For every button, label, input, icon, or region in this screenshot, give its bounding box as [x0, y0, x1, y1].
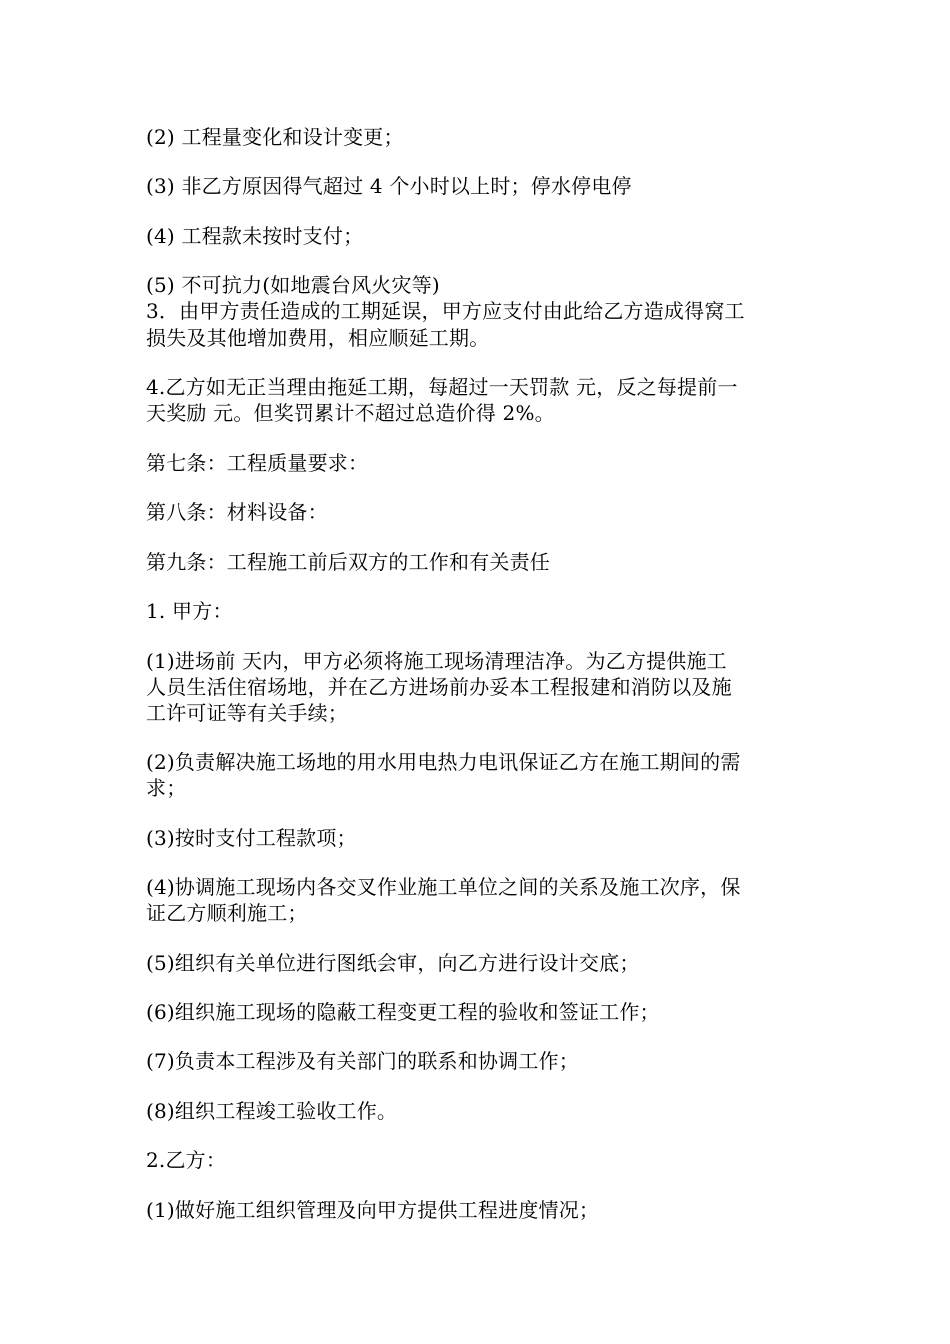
text-line: (4) 工程款未按时支付；	[146, 224, 364, 248]
text-line: 1. 甲方：	[146, 599, 233, 623]
text-line: 人员生活住宿场地，并在乙方进场前办妥本工程报建和消防以及施	[146, 675, 732, 699]
text-line: (4)协调施工现场内各交叉作业施工单位之间的关系及施工次序，保	[146, 875, 741, 899]
text-line: 3．由甲方责任造成的工期延误，甲方应支付由此给乙方造成得窝工	[146, 299, 745, 323]
text-line: (2) 工程量变化和设计变更；	[146, 125, 404, 149]
text-line: (2)负责解决施工场地的用水用电热力电讯保证乙方在施工期间的需	[146, 750, 741, 774]
text-line: (5)组织有关单位进行图纸会审，向乙方进行设计交底；	[146, 951, 640, 975]
text-line: (3)按时支付工程款项；	[146, 826, 357, 850]
section-heading: 第九条：工程施工前后双方的工作和有关责任	[146, 550, 550, 574]
section-heading: 第八条：材料设备：	[146, 500, 328, 524]
text-line: 工许可证等有关手续；	[146, 701, 348, 725]
text-line: 证乙方顺利施工；	[146, 901, 308, 925]
text-line: (1)做好施工组织管理及向甲方提供工程进度情况；	[146, 1198, 600, 1222]
text-line: (8)组织工程竣工验收工作。	[146, 1099, 398, 1123]
text-line: (3) 非乙方原因得气超过 4 个小时以上时；停水停电停	[146, 174, 632, 198]
text-line: (1)进场前 天内，甲方必须将施工现场清理洁净。为乙方提供施工	[146, 649, 727, 673]
text-line: 求；	[146, 776, 187, 800]
text-line: (6)组织施工现场的隐蔽工程变更工程的验收和签证工作；	[146, 1000, 660, 1024]
section-heading: 第七条：工程质量要求：	[146, 451, 369, 475]
text-line: (7)负责本工程涉及有关部门的联系和协调工作；	[146, 1049, 579, 1073]
text-line: 4.乙方如无正当理由拖延工期，每超过一天罚款 元，反之每提前一	[146, 375, 738, 399]
text-line: 2.乙方：	[146, 1148, 227, 1172]
text-line: 天奖励 元。但奖罚累计不超过总造价得 2%。	[146, 401, 555, 425]
text-line: (5) 不可抗力(如地震台风火灾等)	[146, 273, 440, 297]
text-line: 损失及其他增加费用，相应顺延工期。	[146, 326, 490, 350]
